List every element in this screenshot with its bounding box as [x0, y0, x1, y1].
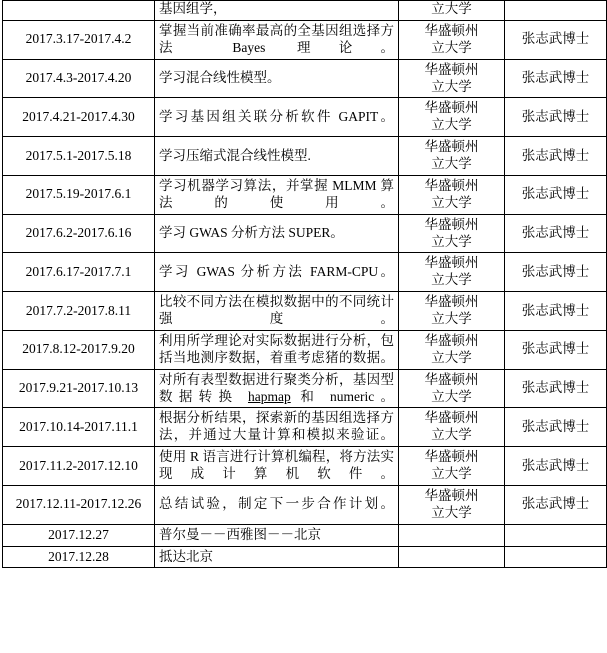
cell-date: 2017.6.17-2017.7.1	[3, 253, 155, 292]
cell-person: 张志武博士	[505, 59, 607, 98]
cell-task: 根据分析结果，探索新的基因组选择方法，并通过大量计算和模拟来验证。	[155, 408, 399, 447]
cell-person: 张志武博士	[505, 214, 607, 253]
cell-org-line: 华盛顿州	[424, 139, 479, 155]
table-row	[3, 98, 607, 137]
cell-org-line: 华盛顿州	[424, 100, 479, 116]
cell-org-line: 华盛顿州	[424, 332, 479, 348]
cell-org	[399, 175, 505, 214]
cell-org-line: 立大学	[431, 39, 472, 55]
cell-date: 2017.9.21-2017.10.13	[3, 369, 155, 408]
cell-org-line: 立大学	[431, 504, 472, 520]
cell-task: 学习机器学习算法，并掌握 MLMM 算法的使用。	[155, 175, 399, 214]
table-row	[3, 20, 607, 59]
cell-org	[399, 137, 505, 176]
cell-person: 张志武博士	[505, 330, 607, 369]
hapmap-term: hapmap	[247, 388, 291, 404]
cell-person: 张志武博士	[505, 98, 607, 137]
cell-org-line: 华盛顿州	[424, 294, 479, 310]
cell-org-line: 立大学	[431, 233, 472, 249]
cell-org	[399, 369, 505, 408]
cell-date: 2017.5.1-2017.5.18	[3, 137, 155, 176]
cell-org	[399, 524, 505, 546]
cell-task: 普尔曼－－西雅图－－北京	[155, 524, 399, 546]
cell-org	[399, 1, 505, 21]
cell-person	[505, 1, 607, 21]
cell-person: 张志武博士	[505, 292, 607, 331]
cell-org	[399, 214, 505, 253]
cell-org-line: 华盛顿州	[424, 487, 479, 503]
cell-task-text: 对所有表型数据进行聚类分析，基因型数据转换 hapmap 和 numeric。	[159, 371, 395, 404]
cell-org-line: 华盛顿州	[424, 371, 479, 387]
cell-task: 掌握当前准确率最高的全基因组选择方法 Bayes 理论。	[155, 20, 399, 59]
cell-date: 2017.7.2-2017.8.11	[3, 292, 155, 331]
cell-org-line: 华盛顿州	[424, 61, 479, 77]
cell-org	[399, 408, 505, 447]
cell-task: 学习 GWAS 分析方法 SUPER。	[155, 214, 399, 253]
cell-org-line: 华盛顿州	[424, 255, 479, 271]
table-row	[3, 524, 607, 546]
cell-person	[505, 546, 607, 568]
cell-person: 张志武博士	[505, 20, 607, 59]
cell-task: 学习基因组关联分析软件 GAPIT。	[155, 98, 399, 137]
cell-org-line: 华盛顿州	[424, 177, 479, 193]
cell-date: 2017.8.12-2017.9.20	[3, 330, 155, 369]
numeric-term: numeric	[329, 388, 375, 404]
cell-date: 2017.12.27	[3, 524, 155, 546]
cell-date	[3, 1, 155, 21]
cell-org-line: 立大学	[431, 388, 472, 404]
table-row	[3, 485, 607, 524]
cell-org-line: 立大学	[431, 272, 472, 288]
cell-task: 利用所学理论对实际数据进行分析，包括当地测序数据，着重考虑猪的数据。	[155, 330, 399, 369]
cell-task: 学习压缩式混合线性模型.	[155, 137, 399, 176]
cell-task: 基因组学，	[155, 1, 399, 21]
table-row	[3, 330, 607, 369]
cell-org-line: 立大学	[431, 156, 472, 171]
cell-org	[399, 253, 505, 292]
cell-date: 2017.4.21-2017.4.30	[3, 98, 155, 137]
cell-person: 张志武博士	[505, 175, 607, 214]
table-row	[3, 292, 607, 331]
cell-task: 学习 GWAS 分析方法 FARM-CPU。	[155, 253, 399, 292]
cell-org-line: 立大学	[431, 427, 472, 443]
cell-person: 张志武博士	[505, 369, 607, 408]
cell-person: 张志武博士	[505, 253, 607, 292]
cell-task	[155, 369, 399, 408]
cell-person: 张志武博士	[505, 485, 607, 524]
cell-date: 2017.11.2-2017.12.10	[3, 447, 155, 486]
table-row	[3, 1, 607, 21]
cell-task: 使用 R 语言进行计算机编程，将方法实现成计算机软件。	[155, 447, 399, 486]
cell-date: 2017.12.28	[3, 546, 155, 568]
cell-org-line: 立大学	[431, 311, 472, 326]
cell-org	[399, 330, 505, 369]
cell-date: 2017.3.17-2017.4.2	[3, 20, 155, 59]
cell-org-line: 华盛顿州	[424, 410, 479, 426]
table-row	[3, 253, 607, 292]
cell-org	[399, 447, 505, 486]
cell-task: 总结试验，制定下一步合作计划。	[155, 485, 399, 524]
table-row	[3, 175, 607, 214]
cell-date: 2017.12.11-2017.12.26	[3, 485, 155, 524]
table-row	[3, 546, 607, 568]
cell-task: 学习混合线性模型。	[155, 59, 399, 98]
table-row	[3, 408, 607, 447]
table-row	[3, 214, 607, 253]
cell-date: 2017.10.14-2017.11.1	[3, 408, 155, 447]
table-row	[3, 59, 607, 98]
cell-org-line: 华盛顿州	[424, 449, 479, 465]
cell-org	[399, 98, 505, 137]
schedule-table-body	[3, 1, 607, 568]
table-row	[3, 447, 607, 486]
cell-date: 2017.5.19-2017.6.1	[3, 175, 155, 214]
cell-org-line: 立大学	[431, 194, 472, 210]
cell-org-line: 立大学	[431, 466, 472, 481]
cell-org-line: 华盛顿州	[424, 22, 479, 38]
cell-task: 比较不同方法在模拟数据中的不同统计强度。	[155, 292, 399, 331]
cell-org-line: 华盛顿州	[424, 216, 479, 232]
cell-task: 抵达北京	[155, 546, 399, 568]
cell-org	[399, 546, 505, 568]
cell-org	[399, 485, 505, 524]
cell-person	[505, 524, 607, 546]
cell-person: 张志武博士	[505, 447, 607, 486]
cell-date: 2017.4.3-2017.4.20	[3, 59, 155, 98]
cell-person: 张志武博士	[505, 408, 607, 447]
table-row	[3, 369, 607, 408]
cell-org	[399, 292, 505, 331]
cell-org-line: 立大学	[431, 1, 472, 16]
cell-org-line: 立大学	[431, 349, 472, 365]
cell-org-line: 立大学	[431, 78, 472, 94]
cell-person: 张志武博士	[505, 137, 607, 176]
table-row	[3, 137, 607, 176]
cell-org	[399, 20, 505, 59]
cell-date: 2017.6.2-2017.6.16	[3, 214, 155, 253]
schedule-table	[2, 0, 607, 568]
cell-org-line: 立大学	[431, 117, 472, 133]
cell-org	[399, 59, 505, 98]
